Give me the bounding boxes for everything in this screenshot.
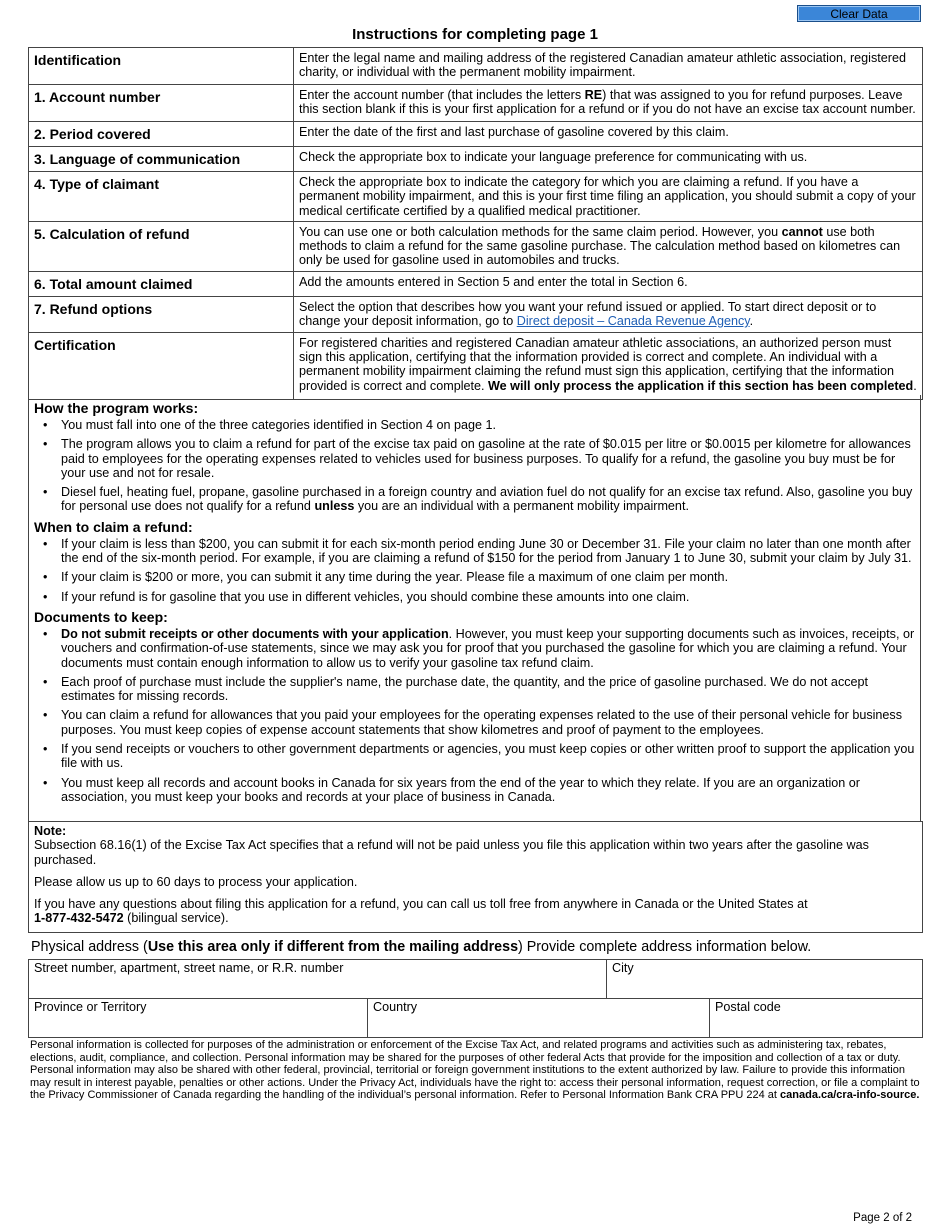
how-list (34, 418, 920, 514)
privacy-notice (30, 1039, 925, 1102)
row-label: 7. Refund options (29, 296, 294, 332)
province-field[interactable] (28, 998, 368, 1038)
list-item: • You must fall into one of the three categories identified in Section 4 on page 1. (34, 418, 920, 432)
postal-code-field[interactable] (709, 998, 923, 1038)
list-item: • If you send receipts or vouchers to other government departments or agencies, you must keep copies or other written proof to support the application you file with us. (34, 742, 920, 771)
text-part: ) Provide complete address information below. (518, 939, 812, 955)
note-paragraph (34, 897, 917, 926)
text-bold: Do not submit receipts or other documents with your application (61, 626, 449, 641)
page-title: Instructions for completing page 1 (352, 26, 598, 43)
table-row (29, 221, 923, 271)
text-bold: unless (314, 499, 355, 514)
row-text (294, 221, 923, 271)
row-text (294, 332, 923, 399)
list-item: • You can claim a refund for allowances that you paid your employees for the operating expenses related to the use of their personal vehicle for business purposes. You must keep copies of expense account statements that show kilometres and proof of payment to the employees. (34, 708, 920, 737)
table-row (29, 147, 923, 172)
table-row (29, 85, 923, 122)
city-field[interactable] (606, 959, 923, 999)
text-part: Enter the account number (that includes the letters (299, 88, 585, 102)
when-list (34, 537, 920, 604)
text-part: If you have any questions about filing this application for a refund, you can call us toll free from anywhere in Canada or the United States at (34, 897, 808, 912)
row-label: 6. Total amount claimed (29, 271, 294, 296)
row-text: Enter the legal name and mailing address of the registered Canadian amateur athletic association, registered charity, or individual with the permanent mobility impairment. (294, 48, 923, 85)
text-part: Diesel fuel, heating fuel, propane, gasoline purchased in a foreign country and aviation fuel do not qualify for an excise tax refund. Also, gasoline you buy for personal use does not qualify for a refund (61, 485, 913, 514)
note-paragraph: Please allow us up to 60 days to process your application. (34, 874, 358, 889)
table-row (29, 122, 923, 147)
row-label: 2. Period covered (29, 122, 294, 147)
text-part: (bilingual service). (123, 911, 229, 926)
note-heading: Note: (34, 824, 67, 838)
text-part: you are an individual with a permanent mobility impairment. (354, 499, 689, 514)
province-label: Province or Territory (34, 1000, 147, 1014)
country-field[interactable] (367, 998, 710, 1038)
table-row (29, 271, 923, 296)
docs-list (34, 627, 920, 804)
text-part: Personal information is collected for purposes of the administration or enforcement of the Excise Tax Act, and related programs and activities such as administering tax, rebates, elections, audit, compliance, and collection. Personal information may be shared for the purposes of other federal Acts that provide for the imposition and collection of a tax or duty. Personal information may also be shared with other federal, provincial, territorial or foreign government institutions to the extent authorized by law. Failure to provide this information may result in interest payable, penalties or other actions. Under the Privacy Act, individuals have the right to: access their personal information, request correction, or file a complaint to the Privacy Commissioner of Canada regarding the handling of the individual’s personal information. Refer to Personal Information Bank CRA PPU 224 at (30, 1039, 920, 1102)
text-part: . (749, 314, 754, 329)
table-row (29, 48, 923, 85)
table-row (29, 296, 923, 332)
table-row (29, 332, 923, 399)
list-item (34, 627, 920, 670)
direct-deposit-link[interactable]: Direct deposit – Canada Revenue Agency (516, 314, 750, 329)
row-label: Identification (29, 48, 294, 85)
text-part: For registered charities and registered Canadian amateur athletic associations, an authorized person must sign this application, certifying that the information provided is correct and complete. An individual with a permanent mobility impairment claiming the refund must sign this application, certifying that the information provided is correct and complete. (299, 335, 894, 393)
how-heading: How the program works: (34, 400, 199, 416)
note-paragraph: Subsection 68.16(1) of the Excise Tax Act specifies that a refund will not be paid unless you file this application within two years after the gasoline was purchased. (34, 838, 869, 867)
row-text (294, 296, 923, 332)
list-item: • The program allows you to claim a refund for part of the excise tax paid on gasoline at the rate of $0.015 per litre or $0.0015 per kilometre for allowances paid to employees for the operating expenses related to vehicles used for business purposes. To qualify for a refund, the gasoline you buy must be for your use and not for resale. (34, 437, 920, 480)
text-bold: We will only process the application if this section has been completed (488, 378, 914, 393)
note-section (28, 821, 923, 933)
text-bold: Use this area only if different from the mailing address (147, 939, 519, 955)
city-label: City (612, 961, 634, 975)
list-item: • You must keep all records and account books in Canada for six years from the end of the year to which they relate. If you are an organization or association, you must keep your books and records at your place of business in Canada. (34, 776, 920, 805)
row-label: Certification (29, 332, 294, 399)
text-part: Physical address ( (31, 939, 148, 955)
row-text: Enter the date of the first and last purchase of gasoline covered by this claim. (294, 122, 923, 147)
row-text: Check the appropriate box to indicate your language preference for communicating with us. (294, 147, 923, 172)
when-heading: When to claim a refund: (34, 518, 193, 535)
clear-data-button[interactable]: Clear Data (797, 5, 921, 22)
phone-number: 1-877-432-5472 (34, 911, 124, 926)
docs-heading: Documents to keep: (34, 608, 168, 625)
table-row (29, 172, 923, 222)
row-label: 3. Language of communication (29, 147, 294, 172)
list-item: • Each proof of purchase must include the supplier's name, the purchase date, the quantity, and the price of gasoline purchased. We do not accept estimates for missing records. (34, 675, 920, 704)
text-bold: cannot (781, 224, 823, 239)
row-text: Check the appropriate box to indicate the category for which you are claiming a refund. If you have a permanent mobility impairment, and this is your first time filing an application, you should submit a copy of your medical certificate certified by a qualified medical practitioner. (294, 172, 923, 222)
row-label: 4. Type of claimant (29, 172, 294, 222)
street-field[interactable] (28, 959, 607, 999)
text-bold: canada.ca/cra-info-source. (780, 1089, 920, 1102)
text-part: . However, you must keep your supporting documents such as invoices, receipts, or vouchers and confirmation-of-use statements, since we may ask you for proof that you purchased the gasoline for which you are claiming a refund. Your documents must contain enough information to allow us to verify your gasoline tax refund claim. (61, 626, 915, 670)
list-item: • If your claim is less than $200, you can submit it for each six-month period ending June 30 or December 31. File your claim no later than one month after the end of the six-month period. For example, if you are claiming a refund of $150 for the period from January 1 to June 30, submit your claim by July 31. (34, 537, 920, 566)
row-label: 5. Calculation of refund (29, 221, 294, 271)
country-label: Country (373, 1000, 418, 1014)
text-part: . (913, 378, 917, 393)
list-item: • If your claim is $200 or more, you can submit it any time during the year. Please file a maximum of one claim per month. (34, 570, 920, 584)
text-bold: RE (584, 88, 603, 102)
row-label: 1. Account number (29, 85, 294, 122)
text-part: ) that was assigned to you for refund purposes. Leave this section blank if this is your first application for a refund or if you do not have an excise tax account number. (299, 88, 916, 117)
postal-code-label: Postal code (715, 1000, 781, 1014)
street-label: Street number, apartment, street name, or R.R. number (34, 961, 344, 975)
text-part: Select the option that describes how you want your refund issued or applied. To start direct deposit or to change your deposit information, go to (299, 299, 877, 329)
list-item (34, 485, 920, 514)
row-text: Add the amounts entered in Section 5 and enter the total in Section 6. (294, 271, 923, 296)
page-number: Page 2 of 2 (853, 1212, 912, 1224)
row-text (294, 85, 923, 122)
physical-address-title (31, 939, 811, 955)
list-item: • If your refund is for gasoline that you use in different vehicles, you should combine these amounts into one claim. (34, 590, 920, 604)
instructions-table (28, 47, 923, 400)
text-part: You can use one or both calculation methods for the same claim period. However, you (299, 224, 782, 239)
program-info-section (28, 395, 921, 822)
text-part: use both methods to claim a refund for the same gasoline purchase. The calculation method based on kilometres can only be used for gasoline used in automobiles and trucks. (299, 224, 901, 268)
